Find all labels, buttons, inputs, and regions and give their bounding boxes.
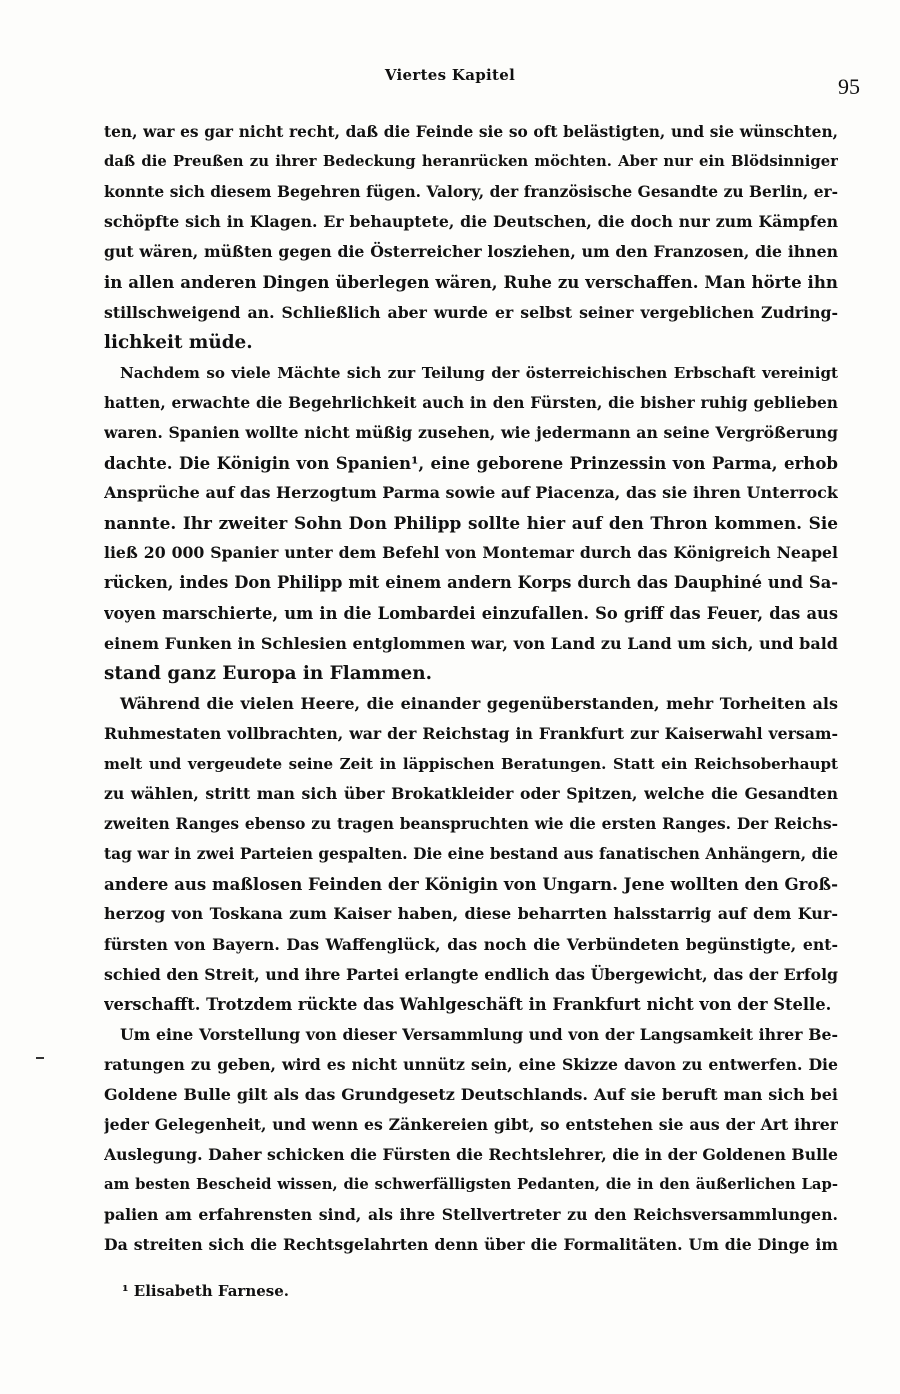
- text-line: stillschweigend an. Schließlich aber wurde er selbst seiner vergeblichen Zudring-: [104, 302, 838, 322]
- running-head: Viertes Kapitel: [384, 66, 516, 84]
- body-text: [104, 117, 838, 1261]
- text-line: Nachdem so viele Mächte sich zur Teilung der österreichischen Erbschaft vereinigt: [120, 363, 838, 382]
- text-line: fürsten von Bayern. Das Waffenglück, das noch die Verbündeten begünstigte, ent-: [104, 934, 838, 954]
- text-line: Auslegung. Daher schicken die Fürsten die Rechtslehrer, die in der Goldenen Bulle: [104, 1145, 838, 1165]
- margin-mark: [36, 1057, 44, 1059]
- text-line: ließ 20 000 Spanier unter dem Befehl von Montemar durch das Königreich Neapel: [104, 543, 838, 563]
- text-line: lichkeit müde.: [104, 331, 253, 353]
- text-line: Goldene Bulle gilt als das Grundgesetz Deutschlands. Auf sie beruft man sich bei: [104, 1085, 838, 1104]
- text-line: dachte. Die Königin von Spanien¹, eine geborene Prinzessin von Parma, erhob: [104, 453, 838, 474]
- text-line: konnte sich diesem Begehren fügen. Valory, der französische Gesandte zu Berlin, er-: [104, 183, 838, 202]
- text-line: herzog von Toskana zum Kaiser haben, diese beharrten halsstarrig auf dem Kur-: [104, 904, 838, 924]
- text-line: einem Funken in Schlesien entglommen war, von Land zu Land um sich, und bald: [104, 633, 838, 653]
- text-line: Ruhmestaten vollbrachten, war der Reichstag in Frankfurt zur Kaiserwahl versam-: [104, 723, 838, 743]
- text-line: tag war in zwei Parteien gespalten. Die eine bestand aus fanatischen Anhängern, die: [104, 845, 838, 864]
- text-line: stand ganz Europa in Flammen.: [104, 662, 433, 684]
- text-line: nannte. Ihr zweiter Sohn Don Philipp sollte hier auf den Thron kommen. Sie: [104, 513, 838, 534]
- text-line: Ansprüche auf das Herzogtum Parma sowie auf Piacenza, das sie ihren Unterrock: [104, 483, 838, 503]
- text-line: zweiten Ranges ebenso zu tragen beanspruchten wie die ersten Ranges. Der Reichs-: [104, 815, 838, 834]
- text-line: palien am erfahrensten sind, als ihre Stellvertreter zu den Reichsversammlungen.: [104, 1205, 838, 1225]
- paragraph-3: [104, 689, 838, 1020]
- text-line: daß die Preußen zu ihrer Bedeckung heranrücken möchten. Aber nur ein Blödsinniger: [104, 153, 838, 171]
- page-number: 95: [838, 74, 860, 99]
- text-line: voyen marschierte, um in die Lombardei einzufallen. So griff das Feuer, das aus: [104, 603, 838, 623]
- paragraph-4: [104, 1020, 838, 1261]
- text-line: in allen anderen Dingen überlegen wären, Ruhe zu verschaffen. Man hörte ihn: [104, 272, 838, 293]
- text-line: Um eine Vorstellung von dieser Versammlung und von der Langsamkeit ihrer Be-: [120, 1024, 838, 1044]
- text-line: gut wären, müßten gegen die Österreicher losziehen, um den Franzosen, die ihnen: [104, 242, 838, 262]
- text-line: waren. Spanien wollte nicht müßig zusehen, wie jedermann an seine Vergrößerung: [104, 422, 838, 442]
- text-line: ten, war es gar nicht recht, daß die Feinde sie so oft belästigten, und sie wünschten,: [104, 123, 838, 141]
- footnote: ¹ Elisabeth Farnese.: [122, 1282, 289, 1300]
- text-line: am besten Bescheid wissen, die schwerfälligsten Pedanten, die in den äußerlichen Lap-: [104, 1176, 838, 1194]
- text-line: andere aus maßlosen Feinden der Königin von Ungarn. Jene wollten den Groß-: [104, 874, 838, 895]
- text-line: zu wählen, stritt man sich über Brokatkleider oder Spitzen, welche die Gesandten: [104, 784, 838, 804]
- text-line: rücken, indes Don Philipp mit einem andern Korps durch das Dauphiné und Sa-: [104, 573, 838, 593]
- text-line: jeder Gelegenheit, und wenn es Zänkereien gibt, so entstehen sie aus der Art ihrer: [104, 1115, 838, 1135]
- text-line: schied den Streit, und ihre Partei erlangte endlich das Übergewicht, das der Erfolg: [104, 964, 838, 984]
- paragraph-1: [104, 117, 838, 358]
- text-line: ratungen zu geben, wird es nicht unnütz sein, eine Skizze davon zu entwerfen. Die: [104, 1054, 838, 1074]
- paragraph-2: [104, 358, 838, 689]
- text-line: verschafft. Trotzdem rückte das Wahlgeschäft in Frankfurt nicht von der Stelle.: [104, 994, 832, 1014]
- text-line: Während die vielen Heere, die einander gegenüberstanden, mehr Torheiten als: [120, 693, 838, 713]
- text-line: Da streiten sich die Rechtsgelahrten denn über die Formalitäten. Um die Dinge im: [104, 1235, 838, 1255]
- text-line: hatten, erwachte die Begehrlichkeit auch in den Fürsten, die bisher ruhig geblieben: [104, 393, 838, 412]
- text-line: schöpfte sich in Klagen. Er behauptete, die Deutschen, die doch nur zum Kämpfen: [104, 212, 838, 232]
- text-line: melt und vergeudete seine Zeit in läppischen Beratungen. Statt ein Reichsoberhaupt: [104, 754, 838, 773]
